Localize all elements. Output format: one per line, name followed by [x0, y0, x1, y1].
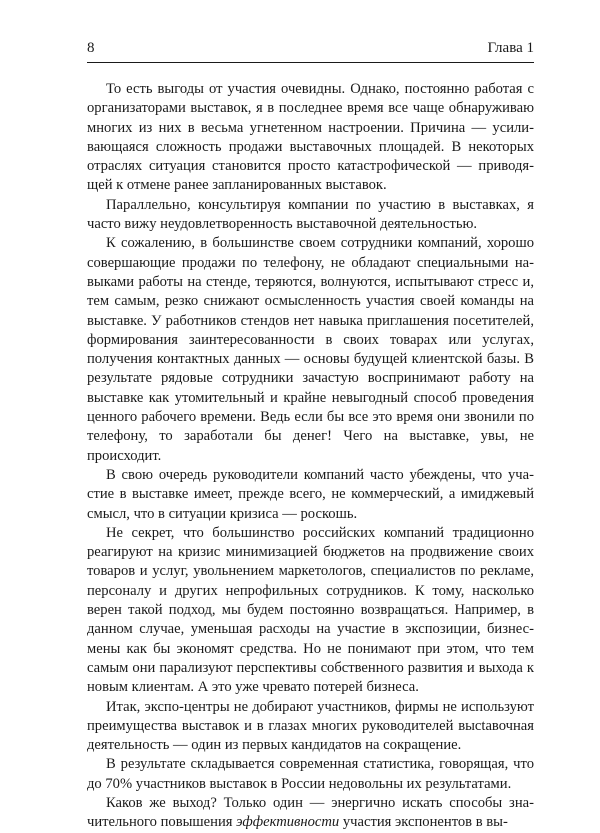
- chapter-title: Глава 1: [487, 40, 534, 56]
- paragraph-8: [87, 794, 534, 833]
- paragraph-6: Итак, экспо-центры не добирают участников, фирмы не используют преимущества выставок и в глазах многих руководителей высtaвочная деятельность — один из первых кандидатов на сокращение.: [87, 698, 534, 754]
- header-rule: [87, 62, 534, 63]
- book-page: [87, 0, 534, 831]
- emphasized-word: эффективности: [236, 814, 340, 831]
- paragraph-8-text-start: Каков же выход? Только один — энергично искать способы значительного повышения: [87, 794, 534, 831]
- paragraph-5: Не секрет, что большинство российских компаний традиционно реагируют на кризис минимизацией бюджетов на продвижение своих товаров и услуг, увольнением маркетологов, специалистов по рекламе, персоналу и других непрофильных сотрудников. К тому, насколько верен такой подход, мы будем постоянно возвращаться. Например, в данном случае, уменьшая расходы на участие в экспозиции, бизнесмены как бы экономят средства. Но не понимают при этом, что тем самым они парализуют перспективы собственного развития и выхода к новым клиентам. А это уже чревато потерей бизнеса.: [87, 524, 534, 696]
- paragraph-1: То есть выгоды от участия очевидны. Однако, постоянно работая с организаторами выставок, я в последнее время все чаще обнаруживаю многих из них в весьма угнетенном настроении. Причина — усиливающаяся сложность продажи выставочных площадей. В некоторых отраслях ситуация становится просто катастрофической — приводящей к отмене ранее запланированных выставок.: [87, 81, 534, 194]
- body-text: [87, 80, 534, 833]
- paragraph-3: К сожалению, в большинстве своем сотрудники компаний, хорошо совершающие продажи по телефону, не обладают специальными навыками работы на стенде, теряются, волнуются, испытывают стресс и, тем самым, резко снижают осмысленность участия своей команды на выставке. У работников стендов нет навыка приглашения посетителей, формирования заинтересованности в своих товарах или услугах, получения контактных данных — основы будущей клиентской базы. В результате рядовые сотрудники зачастую воспринимают работу на выставке как утомительный и крайне невыгодный способ проведения ценного рабочего времени. Ведь если бы все это время они звонили по телефону, то заработали бы денег! Чего на выставке, увы, не происходит.: [87, 235, 534, 464]
- paragraph-2: Параллельно, консультируя компании по участию в выставках, я часто вижу неудовлетворенность выставочной деятельностью.: [87, 196, 534, 233]
- running-header: [87, 40, 534, 62]
- paragraph-7: В результате складывается современная статистика, говорящая, что до 70% участников выставок в России недовольны их результатами.: [87, 756, 534, 792]
- page-number: 8: [87, 40, 95, 56]
- paragraph-8-text-end: участия экспонентов в вы-: [339, 814, 508, 831]
- paragraph-4: В свою очередь руководители компаний часто убеждены, что участие в выставке имеет, прежде всего, не коммерческий, а имиджевый смысл, что в ситуации кризиса — роскошь.: [87, 466, 534, 522]
